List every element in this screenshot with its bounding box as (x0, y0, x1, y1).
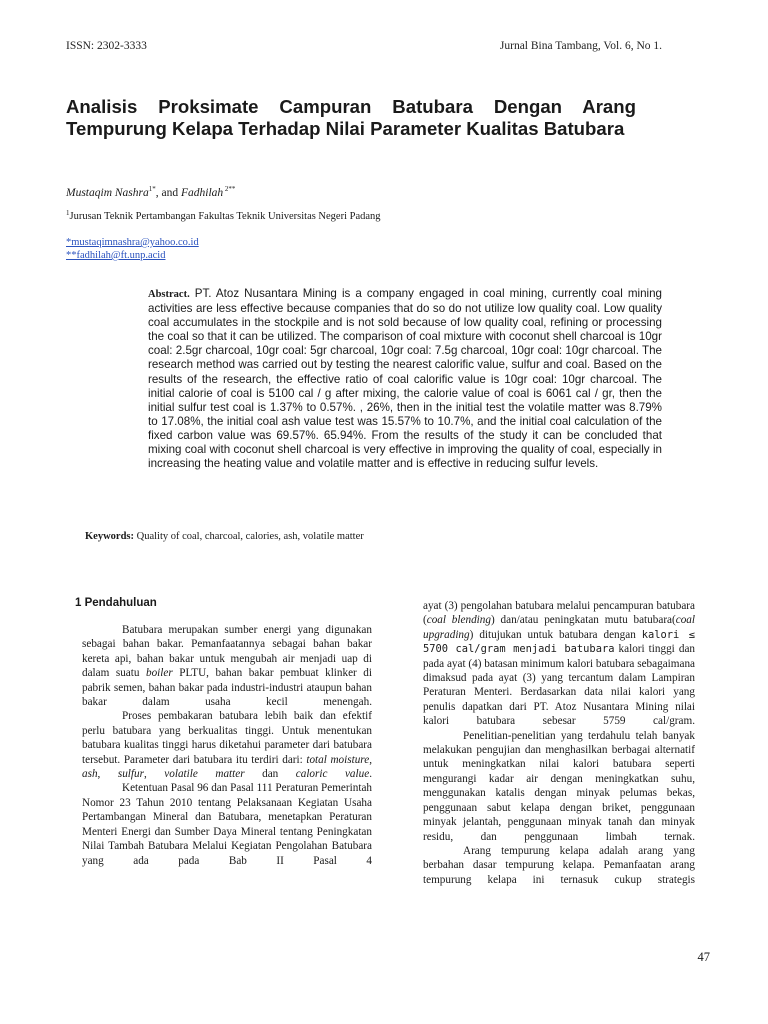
paper-title: Analisis Proksimate Campuran Batubara Dengan Arang Tempurung Kelapa Terhadap Nilai Parameter Kualitas Batubara (66, 96, 636, 139)
right-paragraph-1 (423, 599, 695, 729)
left-paragraph-3: Ketentuan Pasal 96 dan Pasal 111 Peraturan Pemerintah Nomor 23 Tahun 2010 tentang Pelaksanaan Kegiatan Usaha Pertambangan Mineral dan Batubara, menetapkan Peraturan Menteri Energi dan Sumber Daya Mineral tentang Peningkatan Nilai Tambah Batubara Melalui Kegiatan Pengolahan Batubara yang ada pada Bab II Pasal 4 (82, 782, 372, 867)
left-paragraph-1 (82, 623, 372, 709)
affiliation-text: Jurusan Teknik Pertambangan Fakultas Teknik Universitas Negeri Padang (69, 211, 381, 222)
left-column (82, 623, 372, 868)
left-p2-italic-5: caloric value (295, 768, 370, 781)
left-p2-text: Proses pembakaran batubara lebih baik dan efektif perlu batubara yang berkualitas tinggi. Untuk menentukan batubara kualitas tinggi harus diketahui parameter dari batubara tersebut. Parameter dari batubara itu terdiri dari: (82, 710, 372, 766)
author-line (66, 185, 235, 199)
left-p2-italic-4: volatile matter (164, 768, 245, 781)
right-column (423, 599, 695, 887)
left-p1-italic: boiler (145, 667, 173, 680)
right-p1-italic-1: coal blending (426, 614, 491, 627)
page-number: 47 (697, 950, 710, 964)
right-p1-b: ) dan/atau peningkatan mutu batubara( (490, 614, 676, 627)
right-p1-c: ) ditujukan untuk batubara dengan (469, 628, 642, 641)
affiliation (66, 209, 381, 222)
left-p2-sep-1: , (369, 753, 372, 766)
affiliation-superscript: 1 (66, 209, 70, 217)
left-p2-sep-4: dan (244, 768, 296, 781)
right-p1-a: ayat (3) pengolahan batubara melalui pencampuran batubara ( (423, 600, 695, 627)
abstract-label: Abstract. (148, 289, 190, 300)
email-link-1[interactable]: *mustaqimnashra@yahoo.co.id (66, 237, 199, 248)
author-2-name: Fadhilah (180, 187, 224, 199)
keywords-label: Keywords: (85, 531, 134, 542)
left-paragraph-2 (82, 709, 372, 781)
journal-header: Jurnal Bina Tambang, Vol. 6, No 1. (499, 40, 662, 52)
abstract (148, 287, 662, 471)
left-p2-sep-2: , (97, 768, 118, 781)
keywords-text: Quality of coal, charcoal, calories, ash, volatile matter (134, 531, 364, 542)
keywords (85, 531, 364, 542)
right-p1-italic-2: coal upgrading (423, 614, 696, 641)
left-p2-italic-3: sulfur (117, 768, 144, 781)
left-p1-end: PLTU, bahan bakar pembuat klinker di pabrik semen, bahan bakar pada industri-industri ataupun bahan bakar dalam usaha kecil menengah. (82, 667, 372, 709)
abstract-text: PT. Atoz Nusantara Mining is a company engaged in coal mining, currently coal mining activities are less effective because companies that do so do not utilize low quality coal. Low quality coal accumulates in the stockpile and is not sold because of low quality coal, refining or processing the coal so that it can be utilized. The comparison of coal mixture with coconut shell charcoal is 10gr coal: 2.5gr charcoal, 10gr coal: 5gr charcoal, 10gr coal: 7.5g charcoal, 10gr coal: 10gr charcoal. The research method was carried out by testing the nearest calorific value, sulfur and coal. Based on the results of the research, the effective ratio of coal calorific value is 10gr coal: 10gr charcoal. The initial calorie of coal is 5100 cal / g after mixing, the calorie value of coal is 6061 cal / gr, then the initial sulfur test coal is 1.37% to 0.57%. , 26%, then in the initial test the volatile matter was 8.79% to 17.08%, the initial coal ash value test was 15.57% to 10.7%, and the initial coal calculation of the fixed carbon value was 69.57%. 65.94%. From the results of the study it can be concluded that mixing coal with coconut shell charcoal is very effective in improving the quality of coal, especially in increasing the heating value and volatile matter and is effective in reducing sulfur levels. (148, 287, 662, 471)
left-p2-italic-2: ash (82, 768, 98, 781)
author-1-name: Mustaqim Nashra (66, 187, 149, 199)
left-p2-sep-3: , (143, 768, 165, 781)
author-2-superscript: 2** (223, 185, 236, 193)
issn-header: ISSN: 2302-3333 (66, 40, 147, 52)
right-p1-mono: kalori ≤ 5700 cal/gram menjadi batubara (423, 628, 696, 656)
left-p2-italic-1: total moisture (306, 753, 370, 766)
left-p2-end: . (369, 768, 372, 781)
right-paragraph-2: Penelitian-penelitian yang terdahulu telah banyak melakukan pengujian dan menghasilkan berbagai alternatif untuk meningkatkan nilai kalori batubara seperti mengurangi kadar air dengan meningkatkan suhu, menggunakan katalis dengan minyak pelumas bekas, penggunaan sabut kelapa dengan briket, penggunaan minyak jelantah, penggunaan minyak tanah dan minyak residu, dan penggunaan limbah ternak. (423, 729, 695, 843)
section-heading: 1 Pendahuluan (75, 597, 157, 609)
right-paragraph-3: Arang tempurung kelapa adalah arang yang berbahan dasar tempurung kelapa. Pemanfaatan arang tempurung kelapa ini ternasuk cukup strategis (423, 844, 695, 886)
left-p1-text: Batubara merupakan sumber energi yang digunakan sebagai bahan bakar. Pemanfaatannya sebagai bahan bakar kereta api, bahan bakar untuk mengubah air menjadi uap di dalam suatu (82, 624, 372, 680)
email-link-2[interactable]: **fadhilah@ft.unp.acid (66, 250, 166, 261)
author-1-superscript: 1* (148, 185, 156, 193)
author-conjunction: , and (155, 187, 181, 199)
right-p1-d: kalori tinggi dan pada ayat (4) batasan minimum kalori batubara sebagaimana dimaksud pada ayat (3) yang tercantum dalam Lampiran Peraturan Menteri. Berdasarkan data nilai kalori yang penulis dapatkan dari PT. Atoz Nusantara Mining nilai kalori batubara sebesar 5759 cal/gram. (423, 643, 696, 728)
